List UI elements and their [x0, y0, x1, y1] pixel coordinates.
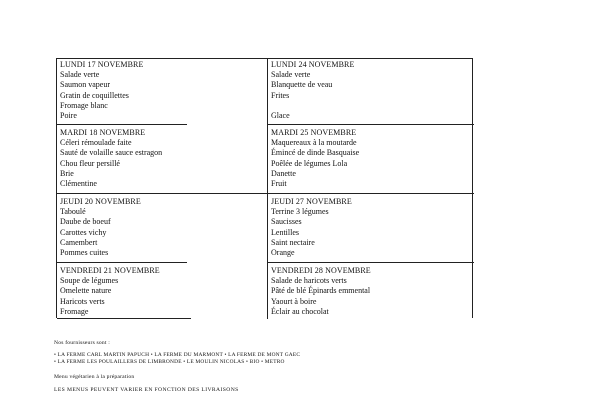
- menu-item: Poêlée de légumes Lola: [271, 158, 348, 168]
- row-divider: [57, 318, 191, 319]
- day-heading: LUNDI 24 NOVEMBRE: [271, 60, 355, 69]
- menu-item: Terrine 3 légumes: [271, 207, 329, 217]
- menu-item: Blanquette de veau: [271, 80, 333, 90]
- row-divider: [267, 262, 474, 263]
- menu-day-vendredi-28: [271, 266, 371, 317]
- menu-item: Fromage blanc: [60, 100, 108, 110]
- menu-day-jeudi-27: [271, 197, 352, 258]
- menu-item: Chou fleur persillé: [60, 158, 120, 168]
- menu-item: Saumon vapeur: [60, 80, 110, 90]
- day-heading: MARDI 25 NOVEMBRE: [271, 128, 357, 137]
- menu-item: Brie: [60, 168, 74, 178]
- day-heading: LUNDI 17 NOVEMBRE: [60, 60, 144, 69]
- menu-day-lundi-24: [271, 60, 354, 121]
- day-heading: VENDREDI 21 NOVEMBRE: [60, 266, 160, 275]
- day-heading: JEUDI 27 NOVEMBRE: [271, 197, 352, 206]
- menu-item: Salade verte: [271, 70, 311, 80]
- menu-item: Pâté de blé Épinards emmental: [271, 286, 371, 296]
- menu-item: Orange: [271, 248, 295, 258]
- day-heading: JEUDI 20 NOVEMBRE: [60, 197, 141, 206]
- menu-item: Lentilles: [271, 227, 299, 237]
- menu-item: Saint nectaire: [271, 237, 315, 247]
- menu-item: Clémentine: [60, 179, 97, 189]
- menu-item: Omelette nature: [60, 286, 112, 296]
- menu-item: Saucisses: [271, 217, 302, 227]
- menu-item: Éclair au chocolat: [271, 306, 329, 316]
- menu-item: Glace: [271, 111, 290, 120]
- suppliers-label: Nos fournisseurs sont :: [54, 340, 111, 346]
- menu-day-jeudi-20: [60, 197, 141, 258]
- row-divider: [57, 124, 187, 125]
- row-divider: [267, 193, 474, 194]
- menu-day-mardi-18: [60, 128, 162, 189]
- row-divider: [57, 193, 267, 194]
- menu-item: Danette: [271, 168, 296, 178]
- menu-day-mardi-25: [271, 128, 359, 189]
- menu-item: Frites: [271, 90, 290, 100]
- menu-item: Poire: [60, 111, 77, 121]
- menu-item: Haricots verts: [60, 296, 105, 306]
- delivery-disclaimer: LES MENUS PEUVENT VARIER EN FONCTION DES LIVRAISONS: [54, 387, 239, 393]
- menu-item: Maquereaux à la moutarde: [271, 138, 357, 148]
- suppliers-line: • LA FERME LES POULAILLERS DE LIMBRONDE • LE MOULIN NICOLAS • BIO • METRO: [54, 359, 285, 365]
- menu-item: Daube de boeuf: [60, 217, 111, 227]
- menu-item: Céleri rémoulade faite: [60, 138, 132, 148]
- menu-item: Yaourt à boire: [271, 296, 317, 306]
- menu-item: Pommes cuites: [60, 248, 109, 258]
- menu-item: Gratin de coquillettes: [60, 90, 129, 100]
- menu-day-lundi-17: [60, 60, 143, 121]
- menu-item: Fromage: [60, 306, 89, 316]
- suppliers-line: • LA FERME CARL MARTIN PAPUCH • LA FERME DU MARMONT • LA FERME DE MONT GAEC: [54, 352, 301, 358]
- menu-item: Soupe de légumes: [60, 276, 119, 286]
- menu-item: Camembert: [60, 237, 98, 247]
- day-heading: VENDREDI 28 NOVEMBRE: [271, 266, 371, 275]
- menu-item: Salade de haricots verts: [271, 276, 347, 286]
- column-divider: [267, 59, 268, 319]
- menu-day-vendredi-21: [60, 266, 160, 317]
- menu-item: [271, 101, 354, 111]
- menu-item: Salade verte: [60, 70, 100, 80]
- day-heading: MARDI 18 NOVEMBRE: [60, 128, 146, 137]
- menu-item: Taboulé: [60, 207, 86, 217]
- row-divider: [267, 124, 474, 125]
- vegetarian-note: Menu végétarien à la préparation: [54, 374, 135, 380]
- menu-item: Émincé de dinde Basquaise: [271, 148, 360, 158]
- menu-item: Carottes vichy: [60, 227, 107, 237]
- row-divider: [57, 262, 187, 263]
- menu-item: Sauté de volaille sauce estragon: [60, 148, 163, 158]
- menu-table: [56, 58, 473, 318]
- menu-item: Fruit: [271, 179, 287, 189]
